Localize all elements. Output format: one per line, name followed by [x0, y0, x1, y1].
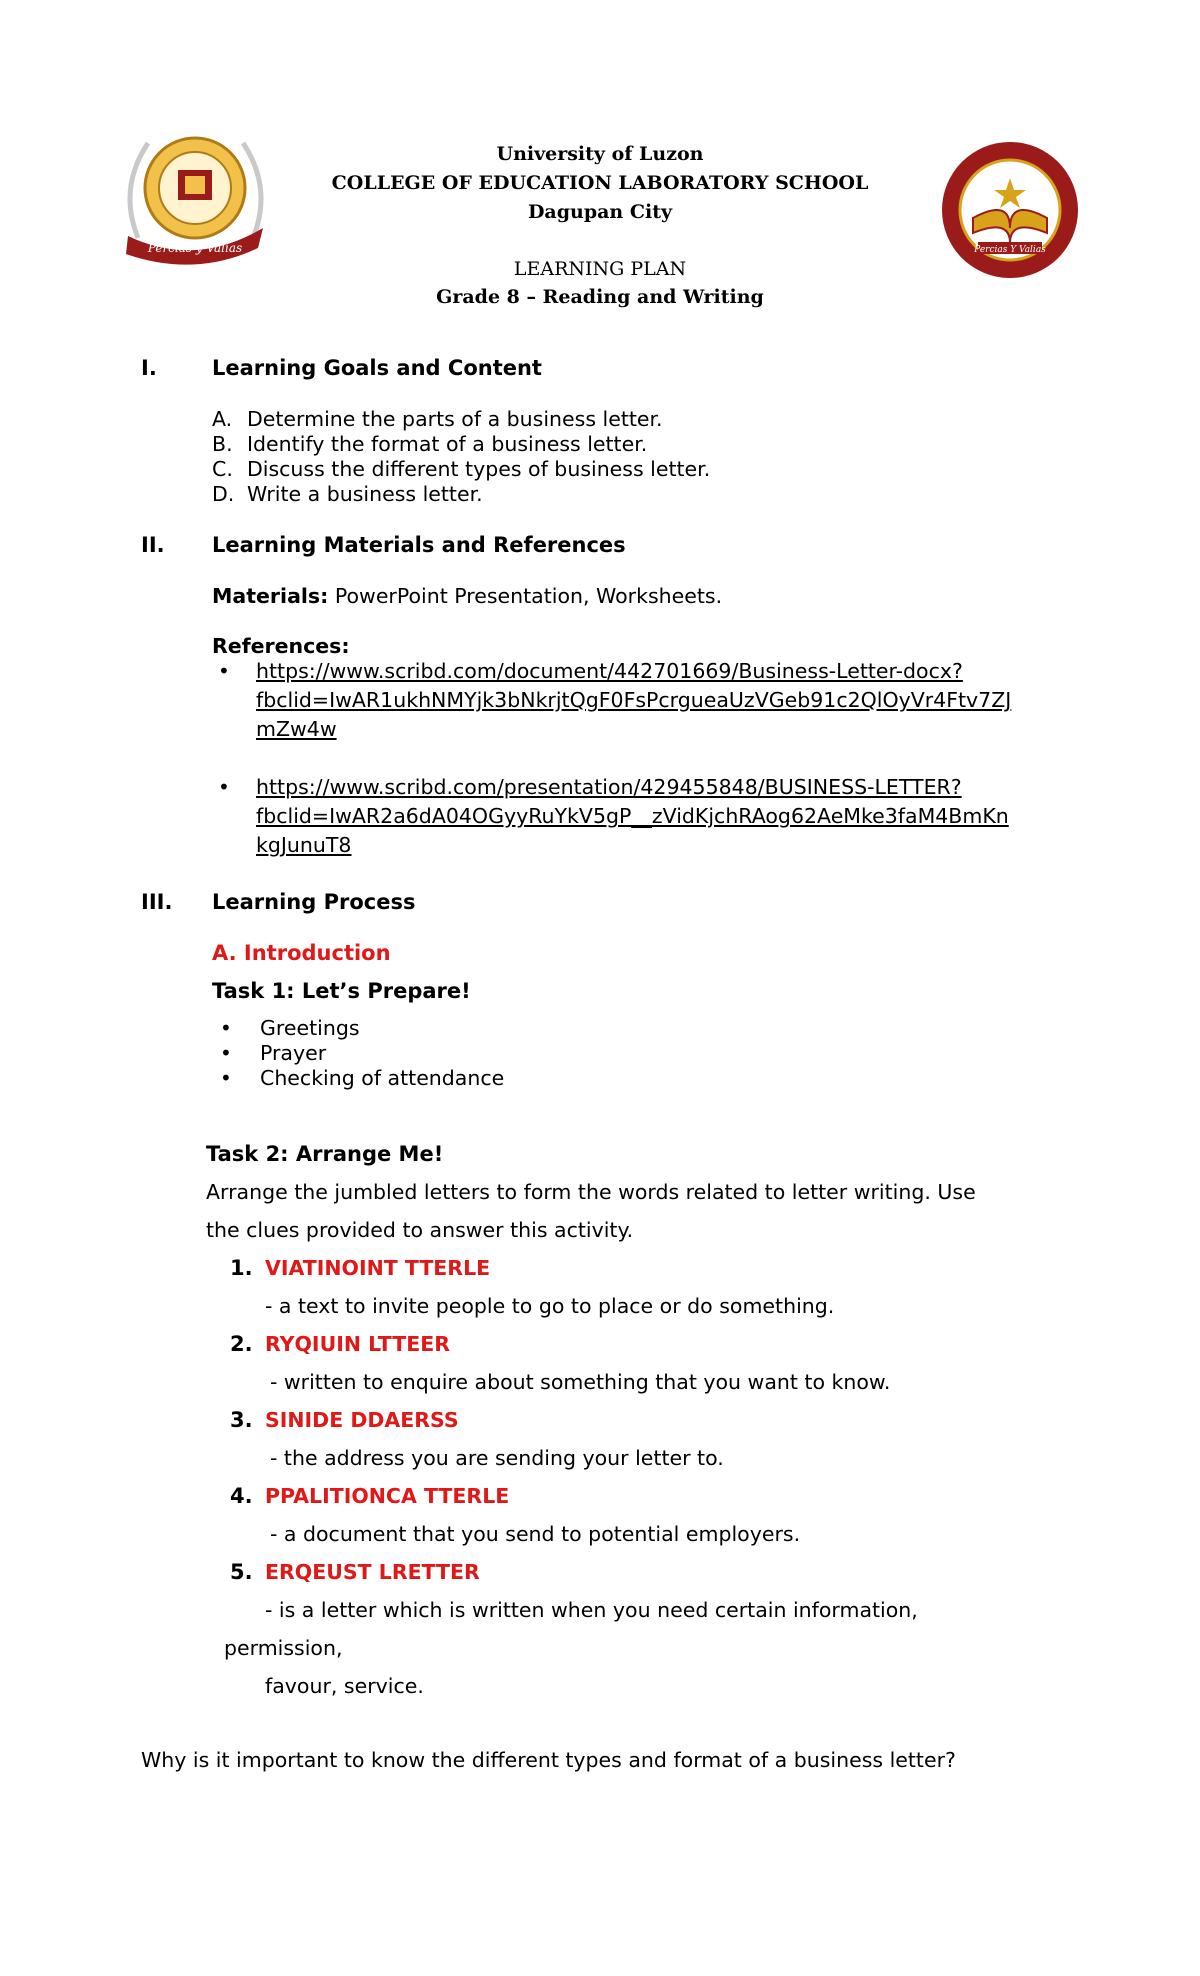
reference-1-link-line-3[interactable]: mZw4w [256, 717, 337, 741]
goal-d-letter: D. [212, 482, 235, 506]
laboratory-school-seal-right-logo [938, 138, 1083, 283]
references-label: References: [212, 634, 350, 658]
item-3-clue: - the address you are sending your letter to. [270, 1446, 724, 1470]
task-1-item-greetings: Greetings [260, 1016, 360, 1040]
item-3-number: 3. [230, 1408, 253, 1432]
reference-1-link-line-2[interactable]: fbclid=IwAR1ukhNMYjk3bNkrjtQgF0FsPcrgueaUzVGeb91c2QlOyVr4Ftv7ZJ [256, 688, 1012, 712]
goal-b-text: Identify the format of a business letter. [247, 432, 648, 456]
reflection-question: Why is it important to know the different types and format of a business letter? [141, 1748, 956, 1772]
item-5-clue-continued-1: permission, [224, 1636, 343, 1660]
goal-c-text: Discuss the different types of business letter. [247, 457, 711, 481]
item-4-number: 4. [230, 1484, 253, 1508]
goal-d-text: Write a business letter. [247, 482, 483, 506]
reference-2-link-line-3[interactable]: kgJunuT8 [256, 833, 352, 857]
task-1-item-attendance: Checking of attendance [260, 1066, 505, 1090]
university-seal-left-logo [118, 128, 273, 266]
goal-a-text: Determine the parts of a business letter. [247, 407, 663, 431]
item-1-jumbled-word: VIATINOINT TTERLE [265, 1256, 491, 1280]
section-2-number: II. [141, 533, 165, 557]
item-5-number: 5. [230, 1560, 253, 1584]
materials-text: PowerPoint Presentation, Worksheets. [334, 584, 723, 608]
section-1-title: Learning Goals and Content [212, 356, 542, 380]
task-1-bullet-3: • [220, 1066, 232, 1090]
item-5-clue-continued-2: favour, service. [265, 1674, 424, 1698]
item-5-jumbled-word: ERQEUST LRETTER [265, 1560, 480, 1584]
reference-1-link-line-1[interactable]: https://www.scribd.com/document/442701669/Business-Letter-docx? [256, 659, 963, 683]
city-name: Dagupan City [527, 201, 673, 223]
svg-text:Percias y Valias: Percias y Valias [147, 241, 243, 255]
reference-2-link-line-1[interactable]: https://www.scribd.com/presentation/429455848/BUSINESS-LETTER? [256, 775, 962, 799]
plan-title: LEARNING PLAN [513, 258, 687, 280]
introduction-label: A. Introduction [212, 941, 391, 965]
item-5-clue: - is a letter which is written when you need certain information, [265, 1598, 918, 1622]
section-2-title: Learning Materials and References [212, 533, 626, 557]
section-3-number: III. [141, 890, 173, 914]
section-3-title: Learning Process [212, 890, 416, 914]
item-2-number: 2. [230, 1332, 253, 1356]
item-1-number: 1. [230, 1256, 253, 1280]
university-name: University of Luzon [496, 143, 704, 165]
item-1-clue: - a text to invite people to go to place or do something. [265, 1294, 835, 1318]
svg-text:Percias Y Valias: Percias Y Valias [974, 245, 1046, 255]
goal-c-letter: C. [212, 457, 233, 481]
college-name: COLLEGE OF EDUCATION LABORATORY SCHOOL [331, 172, 869, 194]
item-4-clue: - a document that you send to potential employers. [270, 1522, 801, 1546]
grade-subject: Grade 8 – Reading and Writing [436, 286, 764, 308]
task-2-instruction-line-1: Arrange the jumbled letters to form the words related to letter writing. Use [206, 1180, 976, 1204]
task-1-title: Task 1: Let’s Prepare! [212, 979, 471, 1003]
materials-line [212, 584, 722, 608]
item-2-clue: - written to enquire about something that you want to know. [270, 1370, 891, 1394]
item-4-jumbled-word: PPALITIONCA TTERLE [265, 1484, 510, 1508]
task-2-title: Task 2: Arrange Me! [206, 1142, 444, 1166]
reference-1-bullet: • [218, 659, 230, 683]
task-1-item-prayer: Prayer [260, 1041, 327, 1065]
section-1-number: I. [141, 356, 157, 380]
item-3-jumbled-word: SINIDE DDAERSS [265, 1408, 459, 1432]
goal-b-letter: B. [212, 432, 233, 456]
task-1-bullet-1: • [220, 1016, 232, 1040]
goal-a-letter: A. [212, 407, 233, 431]
reference-2-link-line-2[interactable]: fbclid=IwAR2a6dA04OGyyRuYkV5gP__zVidKjchRAog62AeMke3faM4BmKn [256, 804, 1009, 828]
item-2-jumbled-word: RYQIUIN LTTEER [265, 1332, 451, 1356]
task-1-bullet-2: • [220, 1041, 232, 1065]
materials-label: Materials: [212, 584, 329, 608]
reference-2-bullet: • [218, 775, 230, 799]
task-2-instruction-line-2: the clues provided to answer this activity. [206, 1218, 634, 1242]
